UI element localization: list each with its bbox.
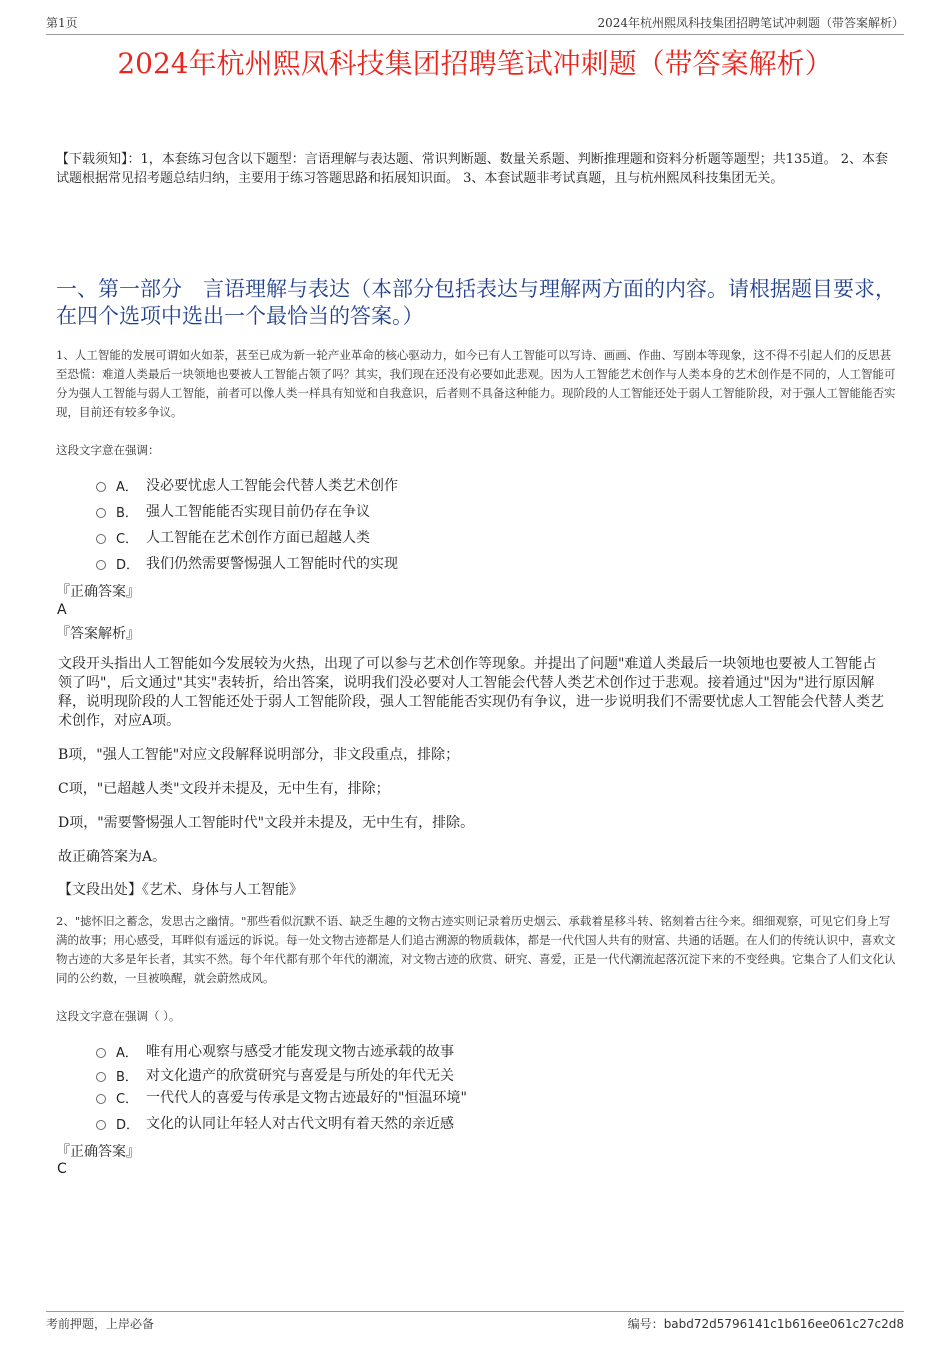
radio-icon[interactable]	[96, 1120, 106, 1130]
q1-option-c[interactable]: C． 人工智能在艺术创作方面已超越人类	[96, 524, 796, 550]
radio-icon[interactable]	[96, 534, 106, 544]
download-notice: 【下载须知】：1，本套练习包含以下题型：言语理解与表达题、常识判断题、数量关系题、判断推理题和资料分析题等题型；共135道。 2、本套试题根据常见招考题总结归纳，主要用于练习答题思路和拓展知识面。 3、本套试题非考试真题，且与杭州熙凤科技集团无关。	[56, 152, 888, 186]
q1-option-b[interactable]: B． 强人工智能能否实现目前仍存在争议	[96, 498, 796, 524]
document-title: 2024年杭州熙凤科技集团招聘笔试冲刺题（带答案解析）	[117, 47, 833, 80]
question-2-options	[96, 1038, 796, 1138]
q2-option-d[interactable]: D． 文化的认同让年轻人对古代文明有着天然的亲近感	[96, 1108, 796, 1138]
radio-icon[interactable]	[96, 1072, 106, 1082]
q1-explain-d: D项，"需要警惕强人工智能时代"文段并未提及，无中生有，排除。	[58, 815, 475, 831]
q2-answer: C	[57, 1161, 67, 1177]
q1-explanation: 文段开头指出人工智能如今发展较为火热，出现了可以参与艺术创作等现象。并提出了问题"难道人类最后一块领地也要被人工智能占领了吗"，后文通过"其实"表转折，给出答案，说明我们没必要对人工智能会代替人类艺术创作过于悲观。接着通过"因为"进行原因解释，说明现阶段的人工智能还处于弱人工智能阶段，强人工智能能否实现仍有争议，进一步说明我们不需要忧虑人工智能会代替人类艺术创作，对应A项。	[58, 656, 884, 729]
q1-answer-label: 『正确答案』	[56, 584, 140, 600]
q2-answer-label: 『正确答案』	[56, 1144, 140, 1160]
section-heading: 一、第一部分 言语理解与表达（本部分包括表达与理解两方面的内容。请根据题目要求，在四个选项中选出一个最恰当的答案。）	[56, 277, 896, 328]
q1-explain-c: C项，"已超越人类"文段并未提及，无中生有，排除；	[58, 781, 390, 797]
radio-icon[interactable]	[96, 560, 106, 570]
header-doc-title: 2024年杭州熙凤科技集团招聘笔试冲刺题（带答案解析）	[597, 16, 904, 30]
q1-conclusion: 故正确答案为A。	[58, 849, 167, 865]
question-1-prompt: 这段文字意在强调：	[56, 443, 160, 457]
q2-option-a[interactable]: A． 唯有用心观察与感受才能发现文物古迹承载的故事	[96, 1038, 796, 1064]
q2-option-b[interactable]: B． 对文化遗产的欣赏研究与喜爱是与所处的年代无关	[96, 1064, 796, 1086]
footer-slogan: 考前押题，上岸必备	[46, 1317, 155, 1331]
question-2-text: 2、"摅怀旧之蓄念，发思古之幽情。"那些看似沉默不语、缺乏生趣的文物古迹实则记录着历史烟云、承载着星移斗转、铭刻着古往今来。细细观察，可见它们身上写满的故事；用心感受，耳畔似有遥远的诉说。每一处文物古迹都是人们追古溯源的物质载体，都是一代代国人共有的财富、共通的话题。在人们的传统认识中，喜欢文物古迹的大多是年长者，其实不然。每个年代都有那个年代的潮流，对文物古迹的欣赏、研究、喜爱，正是一代代潮流起落沉淀下来的不变经典。它集合了人们文化认同的公约数，一旦被唤醒，就会蔚然成风。	[56, 914, 896, 985]
question-1-text: 1、人工智能的发展可谓如火如荼，甚至已成为新一轮产业革命的核心驱动力，如今已有人工智能可以写诗、画画、作曲、写剧本等现象，这不得不引起人们的反思甚至恐慌：难道人类最后一块领地也要被人工智能占领了吗？其实，我们现在还没有必要如此悲观。因为人工智能艺术创作与人类本身的艺术创作是不同的，人工智能可分为强人工智能与弱人工智能，前者可以像人类一样具有知觉和自我意识，后者则不具备这种能力。现阶段的人工智能还处于弱人工智能阶段，对于强人工智能能否实现，目前还有较多争议。	[56, 348, 896, 419]
document-code: babd72d5796141c1b616ee061c27c2d8	[663, 1317, 904, 1331]
q1-option-a[interactable]: A． 没必要忧虑人工智能会代替人类艺术创作	[96, 472, 796, 498]
q1-explain-label: 『答案解析』	[56, 626, 140, 642]
footer-code: 编号：babd72d5796141c1b616ee061c27c2d8	[627, 1317, 904, 1331]
radio-icon[interactable]	[96, 1094, 106, 1104]
radio-icon[interactable]	[96, 482, 106, 492]
question-1-options	[96, 472, 796, 576]
page-number: 第1页	[46, 16, 78, 30]
page-footer	[46, 1311, 904, 1332]
page-header	[46, 14, 904, 35]
radio-icon[interactable]	[96, 508, 106, 518]
q2-option-c[interactable]: C． 一代代人的喜爱与传承是文物古迹最好的"恒温环境"	[96, 1086, 796, 1108]
q1-explain-b: B项，"强人工智能"对应文段解释说明部分，非文段重点，排除；	[58, 747, 460, 763]
q1-option-d[interactable]: D． 我们仍然需要警惕强人工智能时代的实现	[96, 550, 796, 576]
q1-answer: A	[57, 602, 67, 618]
question-2-prompt: 这段文字意在强调（ ）。	[56, 1009, 181, 1023]
q1-source: 【文段出处】《艺术、身体与人工智能》	[58, 882, 303, 898]
radio-icon[interactable]	[96, 1048, 106, 1058]
